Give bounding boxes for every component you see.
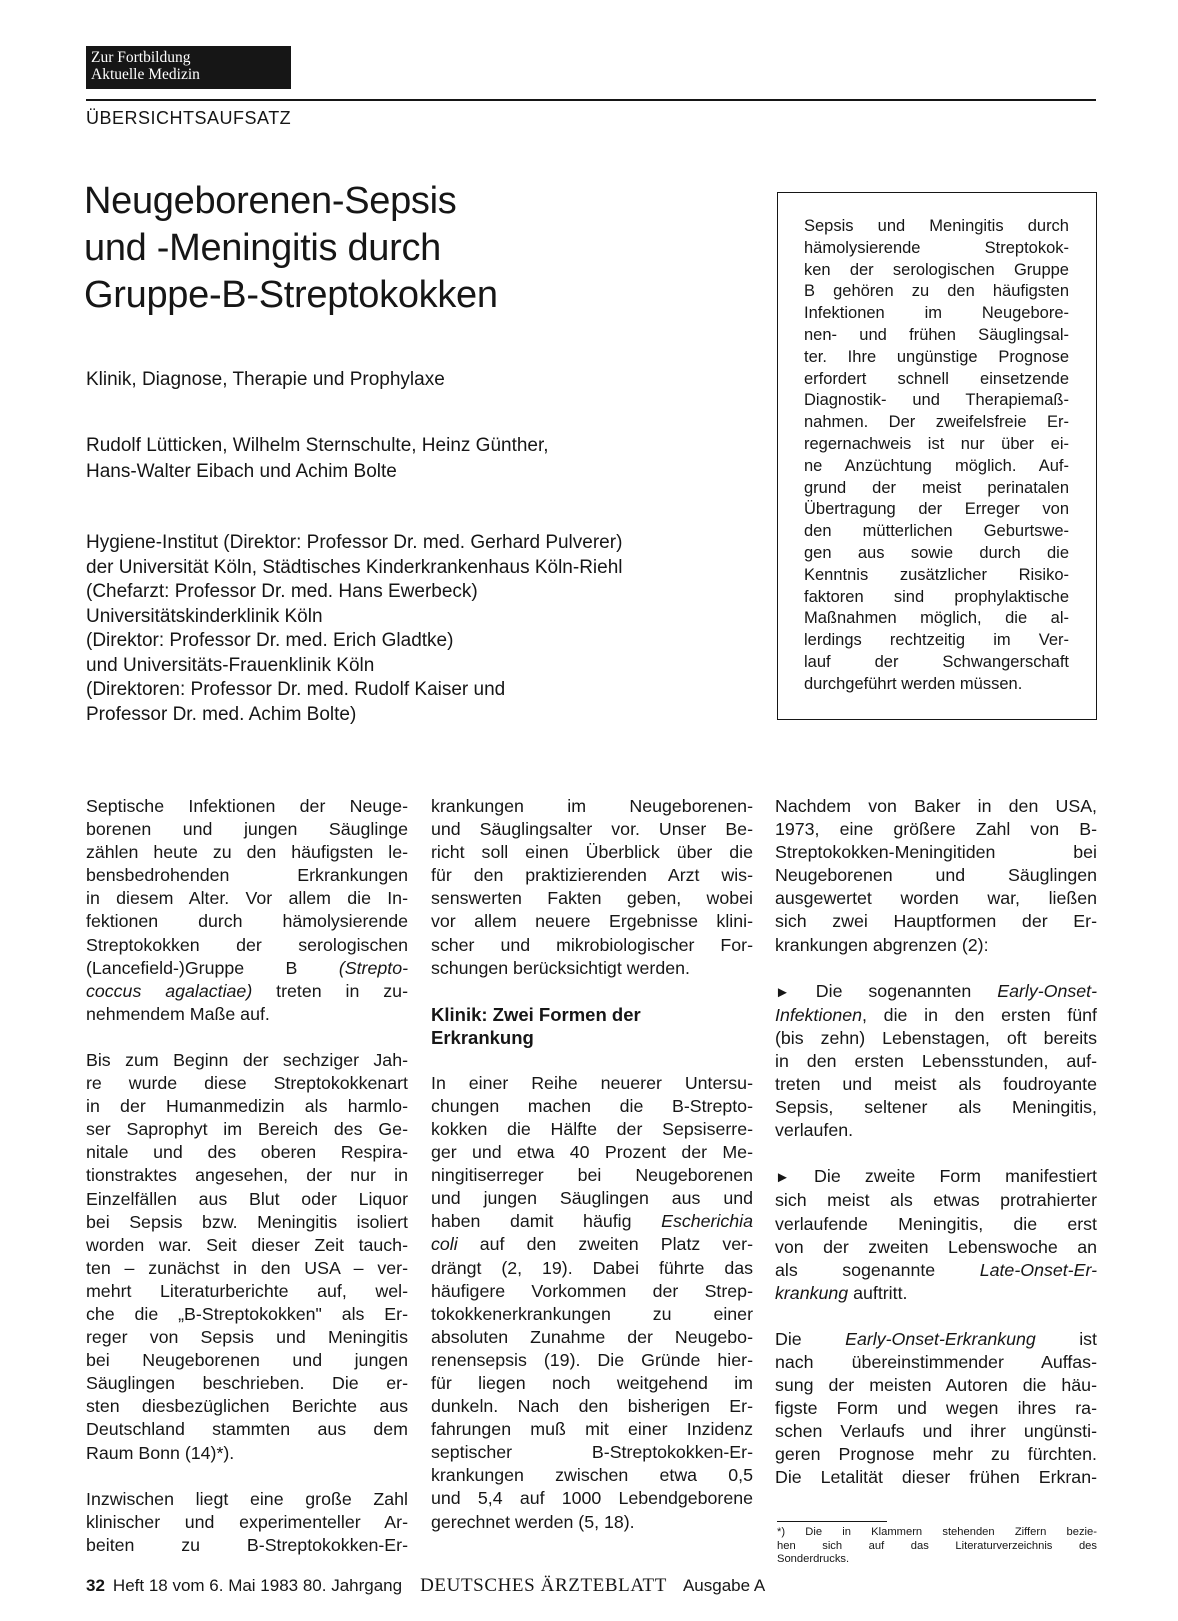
- body-line: treten und meist als foudroyante: [775, 1074, 1097, 1095]
- body-line: [86, 957, 408, 980]
- body-line: (bis zehn) Lebenstagen, oft bereits: [775, 1027, 1097, 1048]
- article-title: [84, 178, 498, 319]
- paragraph-gap: [775, 957, 1097, 980]
- abstract-line: ken der serologischen Gruppe: [804, 260, 1069, 279]
- abstract-line: grund der meist perinatalen: [804, 478, 1069, 497]
- abstract-line: Übertragung der Erreger von: [804, 500, 1069, 519]
- title-line: Neugeborenen-Sepsis: [84, 180, 457, 222]
- body-line: richt soll einen Überblick über die: [431, 842, 753, 863]
- paragraph-gap: [86, 1026, 408, 1049]
- rubric-line-2: Aktuelle Medizin: [91, 66, 200, 83]
- body-line: ser Saprophyt im Bereich des Ge-: [86, 1119, 408, 1140]
- body-line: In einer Reihe neuerer Untersu-: [431, 1072, 753, 1093]
- paragraph-gap: [431, 980, 753, 1003]
- body-line: [775, 1259, 1097, 1282]
- body-line: ningitiserreger bei Neugeborenen: [431, 1165, 753, 1186]
- body-line: für den praktizierenden Arzt wis-: [431, 865, 753, 886]
- body-line: für liegen noch weitgehend im: [431, 1372, 753, 1393]
- body-line: nach übereinstimmender Auffas-: [775, 1351, 1097, 1372]
- body-text: Die zweite Form manifestiert: [789, 1166, 1097, 1187]
- body-line: scher und mikrobiologischer For-: [431, 934, 753, 955]
- species-name-italic: coli: [431, 1234, 458, 1255]
- journal-name: DEUTSCHES ÄRZTEBLATT: [420, 1575, 667, 1596]
- author-list: [86, 433, 549, 485]
- edition-label: Ausgabe A: [682, 1576, 766, 1595]
- term-italic: Early-Onset-Erkrankung: [845, 1328, 1036, 1349]
- affiliation-line: der Universität Köln, Städtisches Kinderkrankenhaus Köln-Riehl: [86, 556, 623, 578]
- body-line: drängt (2, 19). Dabei führte das: [431, 1257, 753, 1278]
- affiliation-line: Professor Dr. med. Achim Bolte): [86, 703, 357, 725]
- body-line: septischer B-Streptokokken-Er-: [431, 1442, 753, 1463]
- body-line: tokokkenerkrankungen zu einer: [431, 1303, 753, 1324]
- abstract-box: [777, 192, 1097, 720]
- abstract-line: B gehören zu den häufigsten: [804, 282, 1069, 301]
- paragraph-gap: [775, 1305, 1097, 1328]
- body-line: gerechnet werden (5, 18).: [431, 1511, 635, 1532]
- page-number: 32: [86, 1576, 105, 1595]
- body-line: bei Neugeborenen und jungen: [86, 1350, 408, 1371]
- body-line: reger von Sepsis und Meningitis: [86, 1327, 408, 1348]
- body-line: figste Form und wegen ihres ra-: [775, 1398, 1097, 1419]
- body-column-3: [775, 795, 1097, 1490]
- rubric-line-1: Zur Fortbildung: [91, 49, 191, 66]
- body-line: re wurde diese Streptokokkenart: [86, 1073, 408, 1094]
- body-line: borenen und jungen Säuglinge: [86, 819, 408, 840]
- body-line: Neugeborenen und Säuglingen: [775, 865, 1097, 886]
- term-italic: Early-Onset-: [997, 980, 1097, 1001]
- affiliation-line: (Direktoren: Professor Dr. med. Rudolf Kaiser und: [86, 679, 506, 700]
- footnote: [777, 1526, 1097, 1567]
- article-subtitle: Klinik, Diagnose, Therapie und Prophylaxe: [86, 369, 445, 390]
- abstract-line: faktoren sind prophylaktische: [804, 587, 1069, 606]
- body-line: schungen berücksichtigt werden.: [431, 957, 690, 978]
- body-line: 1973, eine größere Zahl von B-: [775, 819, 1097, 840]
- body-line: mehrt Literaturberichte auf, wel-: [86, 1280, 408, 1301]
- body-line: Deutschland stammten aus dem: [86, 1419, 408, 1440]
- abstract-line: Sepsis und Meningitis durch: [804, 217, 1069, 235]
- body-line: Nachdem von Baker in den USA,: [775, 796, 1097, 816]
- body-line: und 5,4 auf 1000 Lebendgeborene: [431, 1488, 753, 1509]
- body-line: [431, 1210, 753, 1233]
- paragraph-gap: [431, 1049, 753, 1072]
- body-line: Bis zum Beginn der sechziger Jah-: [86, 1049, 408, 1070]
- body-line: [775, 1282, 1097, 1305]
- body-line: [86, 980, 408, 1003]
- heading-line: Erkrankung: [431, 1026, 534, 1048]
- section-rubric: [86, 46, 291, 89]
- body-line: häufigere Vorkommen der Strep-: [431, 1280, 753, 1301]
- body-line: Streptokokken der serologischen: [86, 934, 408, 955]
- body-line: in diesem Alter. Vor allem die In-: [86, 888, 408, 909]
- affiliation-line: Hygiene-Institut (Direktor: Professor Dr. med. Gerhard Pulverer): [86, 532, 623, 553]
- body-line: Einzelfällen aus Blut oder Liquor: [86, 1188, 408, 1209]
- body-text: auftritt.: [848, 1282, 908, 1303]
- page-footer: [86, 1575, 765, 1597]
- body-line: [775, 980, 1097, 1004]
- body-line: ausgewertet worden war, ließen: [775, 888, 1097, 909]
- author-line: Hans-Walter Eibach und Achim Bolte: [86, 461, 397, 482]
- body-line: in den ersten Lebensstunden, auf-: [775, 1050, 1097, 1071]
- abstract-line: regernachweis ist nur über ei-: [804, 434, 1069, 453]
- body-line: Raum Bonn (14)*).: [86, 1442, 235, 1463]
- body-line: verlaufen.: [775, 1120, 854, 1141]
- body-line: krankungen zwischen etwa 0,5: [431, 1465, 753, 1486]
- abstract-line: hämolysierende Streptokok-: [804, 238, 1069, 257]
- footnote-line: Sonderdrucks.: [777, 1553, 850, 1565]
- body-line: geren Prognose mehr zu fürchten.: [775, 1444, 1097, 1465]
- body-line: sich meist als etwas protrahierter: [775, 1190, 1097, 1211]
- body-line: nitale und des oberen Respira-: [86, 1142, 408, 1163]
- body-column-2: [431, 795, 753, 1534]
- paragraph-gap: [86, 1465, 408, 1488]
- affiliation-line: Universitätskinderklinik Köln: [86, 605, 323, 627]
- abstract-line: lerdings rechtzeitig im Ver-: [804, 631, 1069, 650]
- abstract-line: durchgeführt werden müssen.: [804, 674, 1023, 693]
- body-column-1: [86, 795, 408, 1557]
- title-line: und -Meningitis durch: [84, 227, 442, 269]
- affiliation-line: (Direktor: Professor Dr. med. Erich Gladtke): [86, 630, 454, 651]
- abstract-line: lauf der Schwangerschaft: [804, 652, 1069, 671]
- body-line: [431, 1233, 753, 1256]
- body-line: von der zweiten Lebenswoche an: [775, 1236, 1097, 1257]
- body-line: absoluten Zunahme der Neugebo-: [431, 1326, 753, 1347]
- body-text: Die sogenannten: [789, 980, 998, 1001]
- body-text: auf den zweiten Platz ver-: [457, 1234, 753, 1255]
- bullet-arrow-icon: ►: [775, 983, 790, 1001]
- body-line: Die Letalität dieser frühen Erkran-: [775, 1467, 1097, 1488]
- abstract-line: den mütterlichen Geburtswe-: [804, 522, 1069, 541]
- body-line: Inzwischen liegt eine große Zahl: [86, 1488, 408, 1509]
- body-line: [775, 1165, 1097, 1189]
- body-line: und Säuglingsalter vor. Unser Be-: [431, 819, 753, 840]
- body-line: che die „B-Streptokokken" als Er-: [86, 1303, 408, 1324]
- body-line: chungen machen die B-Strepto-: [431, 1095, 753, 1116]
- paragraph-gap: [775, 1142, 1097, 1165]
- footnote-line: hen sich auf das Literaturverzeichnis des: [777, 1539, 1097, 1552]
- abstract-line: Infektionen im Neugebore-: [804, 304, 1069, 323]
- body-line: Sepsis, seltener als Meningitis,: [775, 1097, 1097, 1118]
- abstract-line: Diagnostik- und Therapiemaß-: [804, 391, 1069, 410]
- title-line: Gruppe-B-Streptokokken: [84, 274, 498, 316]
- issue-info: Heft 18 vom 6. Mai 1983 80. Jahrgang: [112, 1576, 403, 1595]
- body-text: ist: [1035, 1328, 1097, 1349]
- term-italic: krankung: [775, 1282, 849, 1303]
- body-line: dunkeln. Nach den bisherigen Er-: [431, 1396, 753, 1417]
- abstract-line: erfordert schnell einsetzende: [804, 369, 1069, 388]
- abstract-line: ne Anzüchtung möglich. Auf-: [804, 456, 1069, 475]
- body-line: ger und etwa 40 Prozent der Me-: [431, 1142, 753, 1163]
- species-name-italic: (Strepto-: [338, 957, 408, 978]
- body-line: in der Humanmedizin als harmlo-: [86, 1096, 408, 1117]
- body-line: krankungen abgrenzen (2):: [775, 934, 989, 955]
- footnote-line: *) Die in Klammern stehenden Ziffern bezie-: [777, 1526, 1097, 1538]
- body-line: klinischer und experimenteller Ar-: [86, 1511, 408, 1532]
- body-text: , die in den ersten fünf: [862, 1004, 1097, 1025]
- body-line: nehmendem Maße auf.: [86, 1003, 270, 1024]
- abstract-line: ter. Ihre ungünstige Prognose: [804, 347, 1069, 366]
- body-line: [775, 1004, 1097, 1027]
- body-line: beiten zu B-Streptokokken-Er-: [86, 1534, 408, 1555]
- bullet-arrow-icon: ►: [775, 1169, 790, 1187]
- body-text: haben damit häufig: [431, 1211, 662, 1232]
- section-heading: [431, 1003, 753, 1049]
- body-line: schen Verlaufs und ihrer ungünsti-: [775, 1421, 1097, 1442]
- abstract-line: Kenntnis zusätzlicher Risiko-: [804, 565, 1069, 584]
- abstract-line: nahmen. Der zweifelsfreie Er-: [804, 413, 1069, 432]
- term-italic: Infektionen: [775, 1004, 862, 1025]
- body-line: Streptokokken-Meningitiden bei: [775, 842, 1097, 863]
- affiliation-line: und Universitäts-Frauenklinik Köln: [86, 654, 375, 676]
- body-line: sich zwei Hauptformen der Er-: [775, 911, 1097, 932]
- body-line: krankungen im Neugeborenen-: [431, 796, 753, 816]
- body-line: worden war. Seit dieser Zeit tauch-: [86, 1234, 408, 1255]
- body-line: tionstraktes angesehen, der nur in: [86, 1165, 408, 1186]
- body-line: Septische Infektionen der Neuge-: [86, 796, 408, 816]
- species-name-italic: Escherichia: [661, 1211, 753, 1232]
- article-type-kicker: ÜBERSICHTSAUFSATZ: [86, 108, 292, 128]
- body-line: fektionen durch hämolysierende: [86, 911, 408, 932]
- body-text: Die: [775, 1328, 846, 1349]
- body-line: fahrungen muß mit einer Inzidenz: [431, 1419, 753, 1440]
- body-line: vor allem neuere Ergebnisse klini-: [431, 911, 753, 932]
- body-text: treten in zu-: [252, 980, 408, 1001]
- heading-line: Klinik: Zwei Formen der: [431, 1003, 641, 1025]
- body-line: und jungen Säuglingen aus und: [431, 1188, 753, 1209]
- body-line: sten diesbezüglichen Berichte aus: [86, 1396, 408, 1417]
- species-name-italic: coccus agalactiae): [86, 980, 253, 1001]
- body-text: als sogenannte: [775, 1259, 980, 1280]
- body-line: zählen heute zu den häufigsten le-: [86, 842, 408, 863]
- abstract-line: Maßnahmen möglich, die al-: [804, 609, 1069, 628]
- affiliation-line: (Chefarzt: Professor Dr. med. Hans Ewerbeck): [86, 581, 478, 602]
- body-text: (Lancefield-)Gruppe B: [86, 957, 339, 978]
- author-line: Rudolf Lütticken, Wilhelm Sternschulte, Heinz Günther,: [86, 435, 549, 456]
- body-line: senswerten Fakten geben, wobei: [431, 888, 753, 909]
- body-line: sung der meisten Autoren die häu-: [775, 1375, 1097, 1396]
- body-line: ten – zunächst in den USA – ver-: [86, 1257, 408, 1278]
- affiliations: [86, 531, 623, 727]
- term-italic: Late-Onset-Er-: [979, 1259, 1097, 1280]
- body-line: bei Sepsis bzw. Meningitis isoliert: [86, 1211, 408, 1232]
- body-line: verlaufende Meningitis, die erst: [775, 1213, 1097, 1234]
- abstract-line: nen- und frühen Säuglingsal-: [804, 325, 1069, 344]
- body-line: Säuglingen beschrieben. Die er-: [86, 1373, 408, 1394]
- top-rule: [86, 99, 1096, 101]
- abstract-line: gen aus sowie durch die: [804, 543, 1069, 562]
- body-line: kokken die Hälfte der Sepsiserre-: [431, 1118, 753, 1139]
- footnote-rule: [777, 1521, 887, 1522]
- body-line: [775, 1328, 1097, 1351]
- body-line: renensepsis (19). Die Gründe hier-: [431, 1349, 753, 1370]
- body-line: bensbedrohenden Erkrankungen: [86, 865, 408, 886]
